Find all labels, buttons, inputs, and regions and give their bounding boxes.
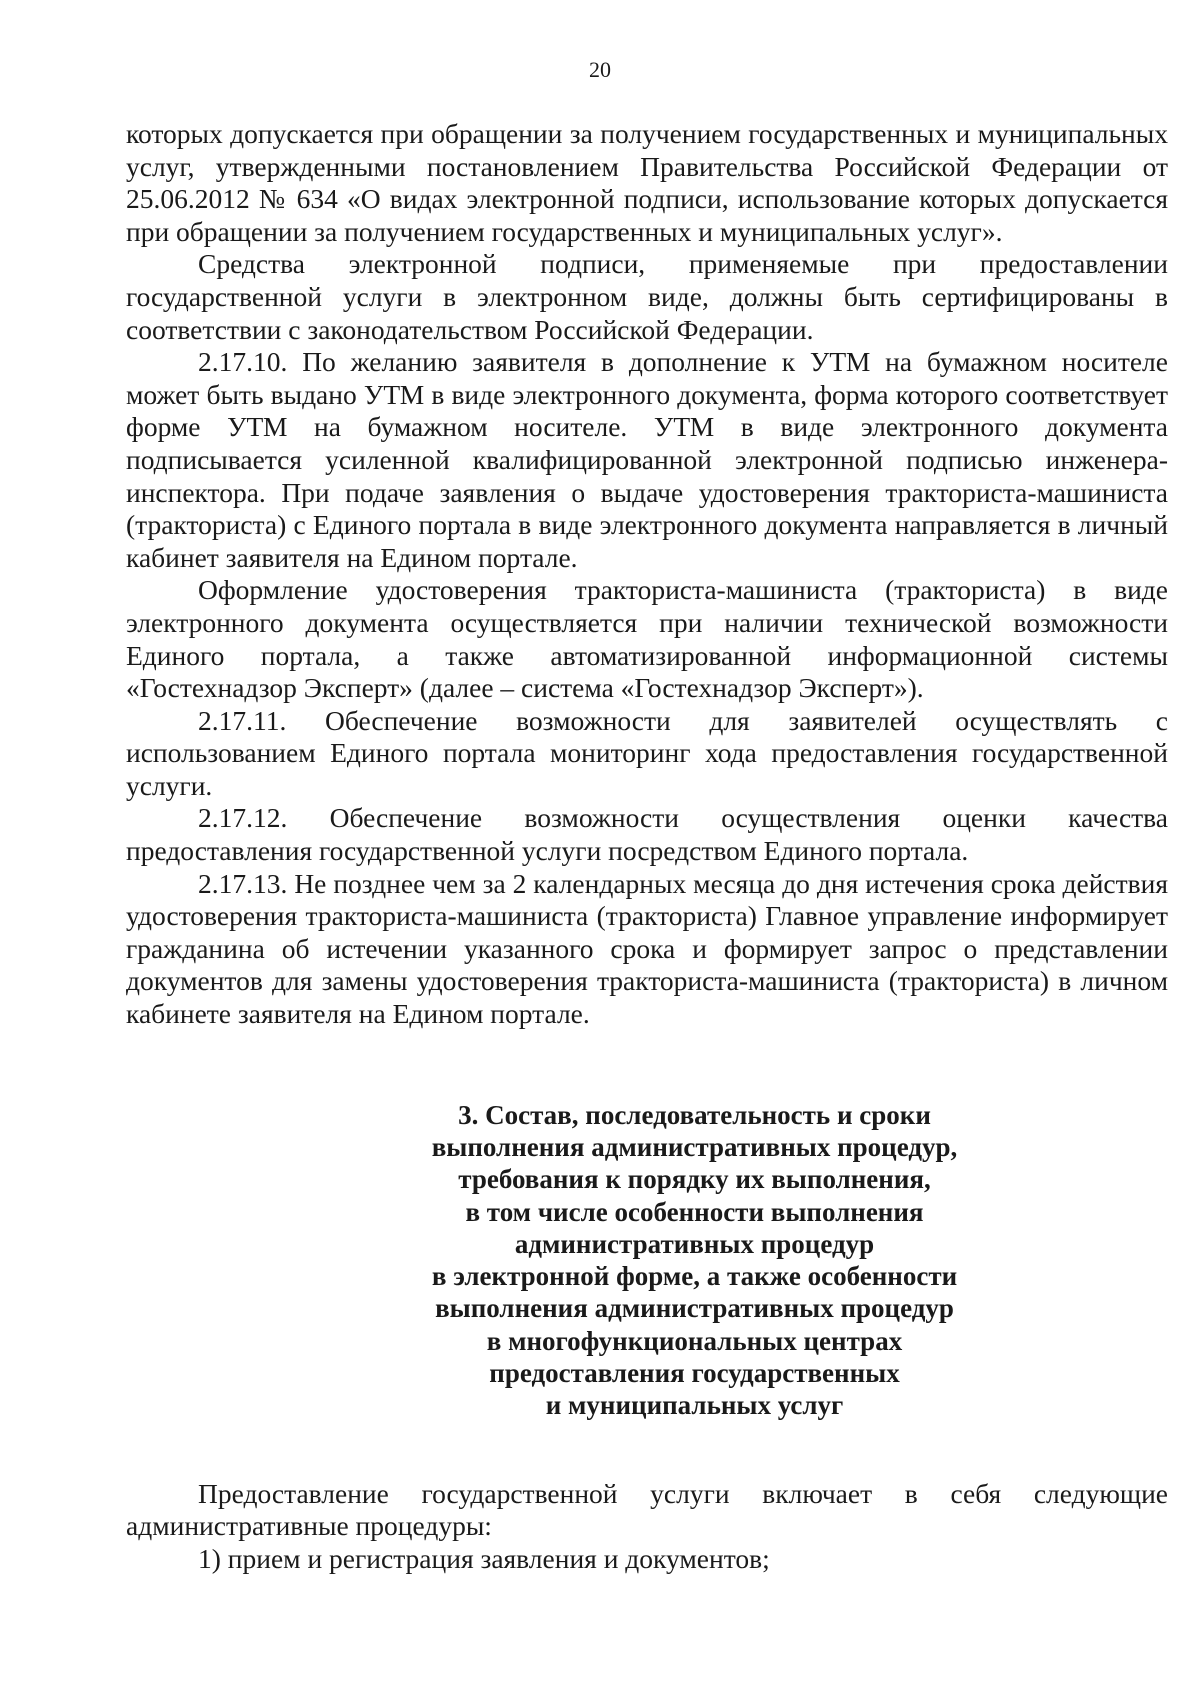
heading-line: в многофункциональных центрах (486, 1325, 903, 1356)
heading-line: предоставления государственных (489, 1358, 900, 1388)
heading-line: 3. Состав, последовательность и сроки (458, 1099, 931, 1130)
heading-line: и муниципальных услуг (545, 1390, 844, 1421)
paragraph-2-17-10: 2.17.10. По желанию заявителя в дополнение к УТМ на бумажном носителе может быть выдано УТМ в виде электронного документа, форма которого соответствует форме УТМ на бумажном носителе. УТМ в виде электронного документа подписывается усиленной квалифицированной электронной подписью инженера-инспектора. При подаче заявления о выдаче удостоверения тракториста-машиниста (тракториста) с Единого портала в виде электронного документа направляется в личный кабинет заявителя на Едином портале. (126, 346, 1168, 573)
heading-line: выполнения административных процедур, (431, 1131, 958, 1162)
heading-line: требования к порядку их выполнения, (458, 1164, 931, 1195)
paragraph-signature-means: Средства электронной подписи, применяемые при предоставлении государственной услуги в электронном виде, должны быть сертифицированы в соответствии с законодательством Российской Федерации. (126, 248, 1168, 345)
paragraph-continuation: которых допускается при обращении за получением государственных и муниципальных услуг, утвержденными постановлением Правительства Российской Федерации от 25.06.2012 № 634 «О видах электронной подписи, использование которых допускается при обращении за получением государственных и муниципальных услуг». (126, 118, 1168, 247)
section-heading (126, 1099, 1168, 1422)
heading-line: в электронной форме, а также особенности (431, 1261, 958, 1292)
heading-line: в том числе особенности выполнения (465, 1196, 924, 1227)
paragraph-procedures-intro: Предоставление государственной услуги включает в себя следующие административные процедуры: (126, 1477, 1168, 1542)
document-body (126, 118, 1168, 1575)
page-number: 20 (589, 57, 611, 82)
list-item-procedure-1: 1) прием и регистрация заявления и документов; (198, 1542, 770, 1574)
heading-line: выполнения административных процедур (435, 1293, 954, 1324)
paragraph-electronic-certificate: Оформление удостоверения тракториста-машиниста (тракториста) в виде электронного документа осуществляется при наличии технической возможности Единого портала, а также автоматизированной информационной системы «Гостехнадзор Эксперт» (далее – система «Гостехнадзор Эксперт»). (126, 574, 1168, 704)
paragraph-2-17-11: 2.17.11. Обеспечение возможности для заявителей осуществлять с использованием Единого портала мониторинг хода предоставления государственной услуги. (126, 704, 1168, 801)
paragraph-2-17-13: 2.17.13. Не позднее чем за 2 календарных месяца до дня истечения срока действия удостоверения тракториста-машиниста (тракториста) Главное управление информирует гражданина об истечении указанного срока и формирует запрос о представлении документов для замены удостоверения тракториста-машиниста (тракториста) в личном кабинете заявителя на Едином портале. (126, 867, 1168, 1030)
paragraph-2-17-12: 2.17.12. Обеспечение возможности осуществления оценки качества предоставления государственной услуги посредством Единого портала. (126, 802, 1168, 867)
heading-line: административных процедур (514, 1228, 875, 1259)
